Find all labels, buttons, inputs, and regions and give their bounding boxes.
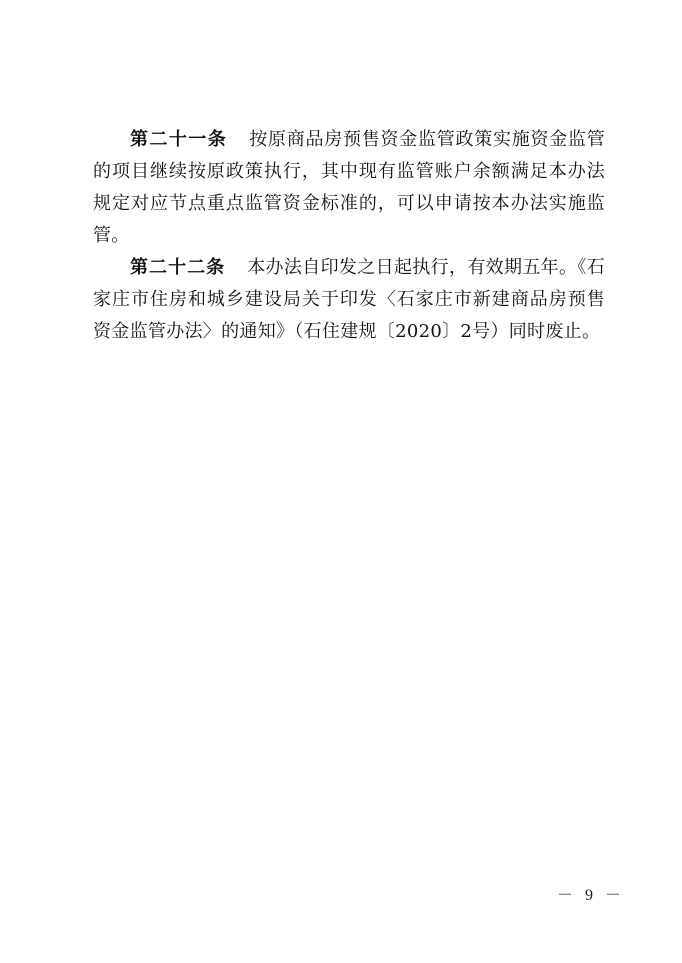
article-21 [93, 124, 605, 252]
article-21-text: 按原商品房预售资金监管政策实施资金监管的项目继续按原政策执行，其中现有监管账户余额满足本办法规定对应节点重点监管资金标准的，可以申请按本办法实施监管。 [93, 129, 606, 246]
article-21-heading: 第二十一条 [130, 129, 228, 150]
page-number: － 9 － [557, 887, 626, 904]
article-22-heading: 第二十二条 [130, 257, 226, 278]
article-22-text: 本办法自印发之日起执行，有效期五年。《石家庄市住房和城乡建设局关于印发〈石家庄市新建商品房预售资金监管办法〉的通知》（石住建规〔2020〕2号）同时废止。 [93, 257, 606, 342]
article-22 [93, 252, 605, 348]
document-body [93, 124, 605, 348]
